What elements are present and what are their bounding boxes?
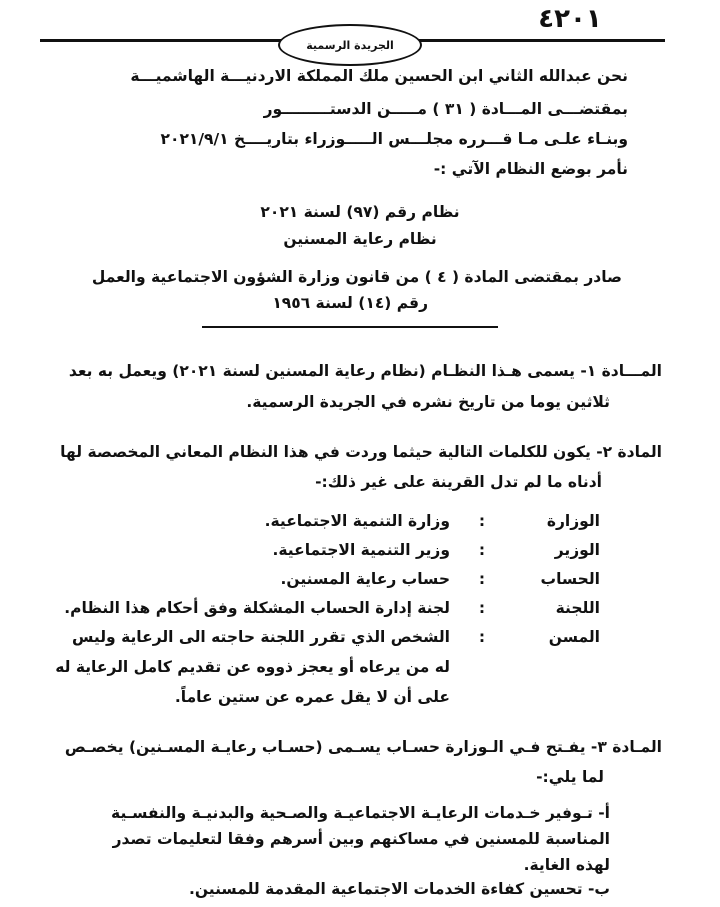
- definition-term: اللجنة: [555, 599, 600, 617]
- definition-term: المسن: [548, 628, 600, 646]
- definition-colon: :: [478, 541, 486, 559]
- article-3-line-1: المـادة ٣- يفـتح فـي الـوزارة حسـاب يسـمى (حسـاب رعايـة المسـنين) يخصـص: [64, 738, 662, 756]
- section-divider: [202, 326, 498, 328]
- preamble-line-3: وبنـاء علـى مـا قـــرره مجلـــس الـــــوزراء بتاريــــخ ٢٠٢١/٩/١: [160, 130, 628, 148]
- regulation-number: نظام رقم (٩٧) لسنة ٢٠٢١: [260, 203, 460, 221]
- article-3-line-2: لما يلي:-: [536, 768, 604, 786]
- regulation-name: نظام رعاية المسنين: [283, 230, 437, 248]
- gazette-title-badge: الجريدة الرسمية: [278, 24, 422, 66]
- definition-term: الحساب: [540, 570, 600, 588]
- definition-continuation-1: له من يرعاه أو يعجز ذووه عن تقديم كامل الرعاية له: [55, 658, 450, 676]
- preamble-line-2: بمقتضـــى المـــادة ( ٣١ ) مـــــن الدستـــــــــور: [263, 100, 628, 118]
- issued-under-line-1: صادر بمقتضى المادة ( ٤ ) من قانون وزارة الشؤون الاجتماعية والعمل: [91, 268, 622, 286]
- article-3-item-a-line-3: لهذه الغاية.: [523, 856, 610, 874]
- page-number: ٤٢٠١: [538, 4, 602, 34]
- preamble-line-1: نحن عبدالله الثاني ابن الحسين ملك المملكة الاردنيـــة الهاشميـــة: [130, 67, 628, 85]
- definition-colon: :: [478, 599, 486, 617]
- article-3-item-a-line-2: المناسبة للمسنين في مساكنهم وبين أسرهم وفقا لتعليمات تصدر: [112, 830, 610, 848]
- article-1-line-2: ثلاثين يوما من تاريخ نشره في الجريدة الرسمية.: [246, 393, 610, 411]
- article-3-item-a-line-1: أ- تـوفير خـدمات الرعايـة الاجتماعيـة والصـحية والبدنيـة والنفسـية: [111, 804, 610, 822]
- article-3-item-b: ب- تحسين كفاءة الخدمات الاجتماعية المقدمة للمسنين.: [188, 880, 610, 898]
- article-2-line-2: أدناه ما لم تدل القرينة على غير ذلك:-: [315, 473, 602, 491]
- definition-colon: :: [478, 570, 486, 588]
- definition-term: الوزير: [554, 541, 600, 559]
- definition-text: وزير التنمية الاجتماعية.: [272, 541, 450, 559]
- definition-text: الشخص الذي تقرر اللجنة حاجته الى الرعاية وليس: [72, 628, 450, 646]
- definition-colon: :: [478, 628, 486, 646]
- preamble-line-4: نأمر بوضع النظام الآتي :-: [433, 160, 628, 178]
- definition-text: حساب رعاية المسنين.: [280, 570, 450, 588]
- article-1-line-1: المـــادة ١- يسمى هـذا النظـام (نظام رعاية المسنين لسنة ٢٠٢١) ويعمل به بعد: [68, 362, 662, 380]
- article-2-line-1: المادة ٢- يكون للكلمات التالية حيثما وردت في هذا النظام المعاني المخصصة لها: [60, 443, 662, 461]
- definition-text: وزارة التنمية الاجتماعية.: [264, 512, 450, 530]
- definition-continuation-2: على أن لا يقل عمره عن ستين عاماً.: [174, 688, 450, 706]
- definition-term: الوزارة: [546, 512, 600, 530]
- definition-text: لجنة إدارة الحساب المشكلة وفق أحكام هذا النظام.: [64, 599, 450, 617]
- definition-colon: :: [478, 512, 486, 530]
- issued-under-line-2: رقم (١٤) لسنة ١٩٥٦: [272, 294, 428, 312]
